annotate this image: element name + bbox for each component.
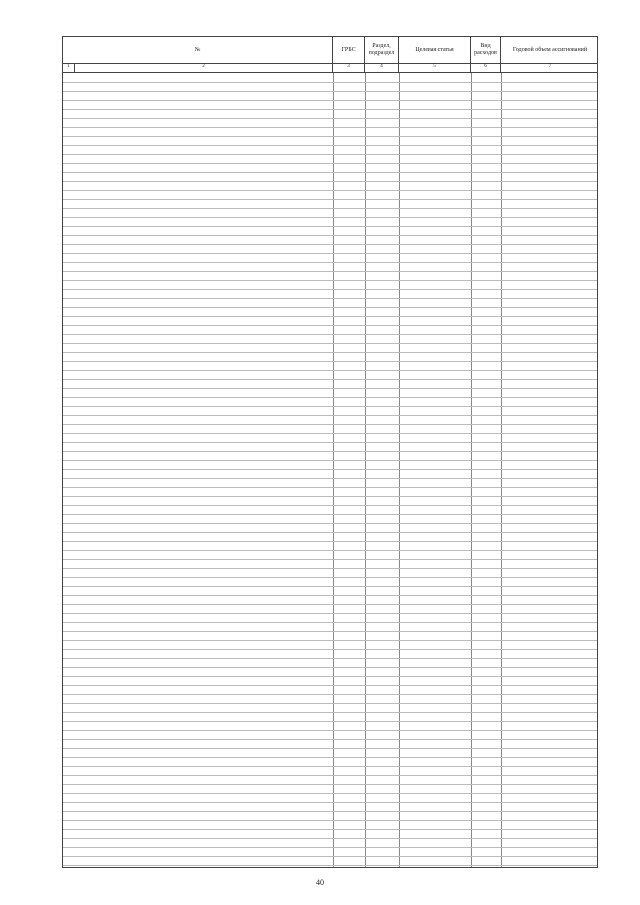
table-row-rule [63, 424, 597, 425]
header-expense-type: Вид расходов [471, 37, 501, 63]
table-row-rule [63, 226, 597, 227]
table-row-rule [63, 856, 597, 857]
table-row-rule [63, 118, 597, 119]
column-number: 7 [548, 64, 552, 69]
table-row-rule [63, 802, 597, 803]
table-row-rule [63, 361, 597, 362]
table-row-rule [63, 541, 597, 542]
table-row-rule [63, 334, 597, 335]
table-row-rule [63, 721, 597, 722]
table-row-rule [63, 622, 597, 623]
table-row-rule [63, 838, 597, 839]
table-row-rule [63, 127, 597, 128]
table-row-rule [63, 235, 597, 236]
table-row-rule [63, 487, 597, 488]
table-row-rule [63, 451, 597, 452]
table-row-rule [63, 181, 597, 182]
header-number: № [63, 37, 333, 63]
table-row-rule [63, 667, 597, 668]
table-row-rule [63, 685, 597, 686]
table-row-rule [63, 406, 597, 407]
table-row-rule [63, 397, 597, 398]
table-row-rule [63, 208, 597, 209]
table-row-rule [63, 811, 597, 812]
table-row-rule [63, 433, 597, 434]
table-row-rule [63, 325, 597, 326]
column-number: 2 [75, 64, 333, 72]
table-row-rule [63, 91, 597, 92]
table-row-rule [63, 307, 597, 308]
table-row-rule [63, 289, 597, 290]
table-row-rule [63, 217, 597, 218]
header-annual-volume: Годовой объем ассигнований [512, 46, 588, 53]
header-grbs: ГРБС [333, 37, 365, 63]
table-row-rule [63, 820, 597, 821]
table-row-rule [63, 379, 597, 380]
header-section: Раздел, подраздел [365, 37, 399, 63]
table-row-rule [63, 595, 597, 596]
table-row-rule [63, 469, 597, 470]
table-row-rule [63, 343, 597, 344]
table-row-rule [63, 253, 597, 254]
table-row-rule [63, 649, 597, 650]
table-row-rule [63, 154, 597, 155]
table-row-rule [63, 172, 597, 173]
table-row-rule [63, 568, 597, 569]
table-row-rule [63, 631, 597, 632]
table-row-rule [63, 262, 597, 263]
table-row-rule [63, 829, 597, 830]
table-row-rule [63, 298, 597, 299]
table-row-rule [63, 163, 597, 164]
table-row-rule [63, 280, 597, 281]
table-row-rule [63, 244, 597, 245]
table-row-rule [63, 442, 597, 443]
table-row-rule [63, 766, 597, 767]
table-row-rule [63, 604, 597, 605]
table-row-rule [63, 694, 597, 695]
table-row-rule [63, 676, 597, 677]
table-row-rule [63, 784, 597, 785]
table-row-rule [63, 523, 597, 524]
table-row-rule [63, 352, 597, 353]
table-row-rule [63, 505, 597, 506]
table-row-rule [63, 847, 597, 848]
table-row-rule [63, 865, 597, 866]
table-row-rule [63, 658, 597, 659]
table-body [63, 73, 597, 867]
table-row-rule [63, 748, 597, 749]
table-row-rule [63, 739, 597, 740]
column-number: 1 [63, 64, 75, 72]
column-number: 3 [333, 64, 365, 72]
table-row-rule [63, 271, 597, 272]
page-number: 40 [316, 878, 324, 887]
table-row-rule [63, 109, 597, 110]
table-row-rule [63, 730, 597, 731]
column-number: 4 [365, 64, 399, 72]
table-row-rule [63, 415, 597, 416]
table-row-rule [63, 613, 597, 614]
column-numbers-row [63, 64, 597, 72]
table-header [63, 37, 597, 63]
table-row-rule [63, 136, 597, 137]
table-row-rule [63, 199, 597, 200]
table-row-rule [63, 514, 597, 515]
table-row-rule [63, 190, 597, 191]
table-row-rule [63, 532, 597, 533]
table-row-rule [63, 757, 597, 758]
table-row-rule [63, 316, 597, 317]
table-row-rule [63, 586, 597, 587]
table-row-rule [63, 712, 597, 713]
table-row-rule [63, 703, 597, 704]
table-row-rule [63, 478, 597, 479]
table-row-rule [63, 793, 597, 794]
table-row-rule [63, 496, 597, 497]
table-row-rule [63, 550, 597, 551]
table-row-rule [63, 640, 597, 641]
budget-table [62, 36, 598, 868]
table-row-rule [63, 100, 597, 101]
table-row-rule [63, 775, 597, 776]
table-row-rule [63, 460, 597, 461]
column-number: 6 [471, 64, 501, 72]
column-number: 5 [399, 64, 471, 72]
table-row-rule [63, 370, 597, 371]
table-row-rule [63, 82, 597, 83]
header-target-article: Целевая статья [399, 37, 471, 63]
table-row-rule [63, 559, 597, 560]
table-row-rule [63, 145, 597, 146]
table-row-rule [63, 577, 597, 578]
table-row-rule [63, 388, 597, 389]
